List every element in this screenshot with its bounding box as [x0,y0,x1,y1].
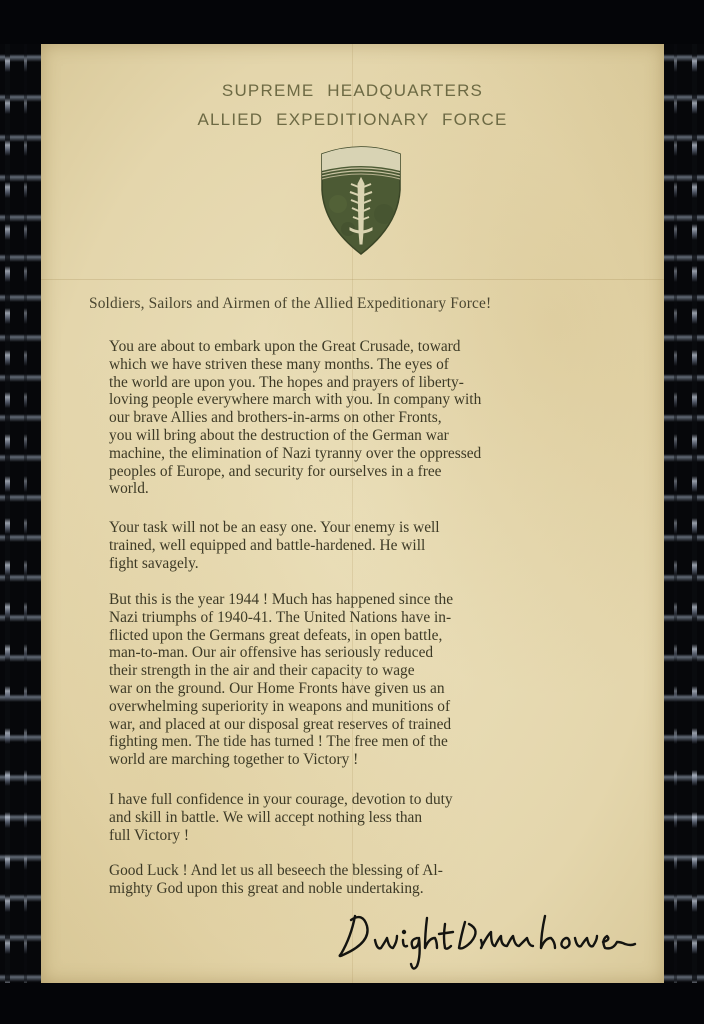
text-line: machine, the elimination of Nazi tyranny over the oppressed [109,444,482,462]
text-line: Nazi triumphs of 1940-41. The United Nations have in- [109,608,452,626]
text-line: man-to-man. Our air offensive has seriously reduced [109,644,434,662]
text-line: their strength in the air and their capacity to wage [109,662,415,680]
text-line: You are about to embark upon the Great Crusade, toward [109,338,461,355]
text-line: world are marching together to Victory ! [109,751,359,769]
text-line: you will bring about the destruction of the German war [109,426,449,444]
salutation: Soldiers, Sailors and Airmen of the Allied Expeditionary Force! [89,295,492,312]
text-line: fighting men. The tide has turned ! The free men of the [109,733,448,751]
text-line: mighty God upon this great and noble undertaking. [109,879,424,897]
text-line: war, and placed at our disposal great reserves of trained [109,715,452,733]
handwritten-signature-icon [331,902,641,974]
paragraph-5 [109,862,609,898]
text-line: flicted upon the Germans great defeats, in open battle, [109,626,443,644]
text-line: the world are upon you. The hopes and prayers of liberty- [109,373,464,391]
frame-beading-right [692,0,697,1024]
text-line: which we have striven these many months. The eyes of [109,355,449,373]
text-line: Good Luck ! And let us all beseech the blessing of Al- [109,862,443,879]
frame-beading-left [5,0,10,1024]
frame-beading-right-inner [674,0,677,1024]
text-line: Your task will not be an easy one. Your enemy is well [109,519,440,536]
letterhead-line-2: ALLIED EXPEDITIONARY FORCE [197,110,508,129]
order-of-the-day-sheet [41,44,664,983]
text-line: trained, well equipped and battle-hardened. He will [109,536,426,554]
paragraph-4 [109,791,609,844]
text-line: our brave Allies and brothers-in-arms on other Fronts, [109,409,442,427]
letterhead-line-1: SUPREME HEADQUARTERS [221,81,484,100]
text-line: war on the ground. Our Home Fronts have given us an [109,679,445,697]
text-line: full Victory ! [109,826,190,844]
text-line: overwhelming superiority in weapons and munitions of [109,697,451,715]
text-line: loving people everywhere march with you. In company with [109,391,482,409]
text-line: peoples of Europe, and security for ourselves in a free [109,462,442,480]
letterhead [41,76,664,134]
paragraph-1 [109,338,609,498]
shaef-shoulder-sleeve-insignia-icon [318,144,404,256]
frame-beading-left-inner [24,0,27,1024]
text-line: But this is the year 1944 ! Much has happened since the [109,591,454,608]
frame-bottom-edge [0,983,704,1024]
paragraph-2 [109,519,609,572]
frame-top-edge [0,0,704,44]
paragraph-3 [109,591,609,769]
text-line: I have full confidence in your courage, devotion to duty [109,791,453,808]
text-line: world. [109,480,149,498]
text-line: and skill in battle. We will accept nothing less than [109,808,423,826]
text-line: fight savagely. [109,554,199,572]
